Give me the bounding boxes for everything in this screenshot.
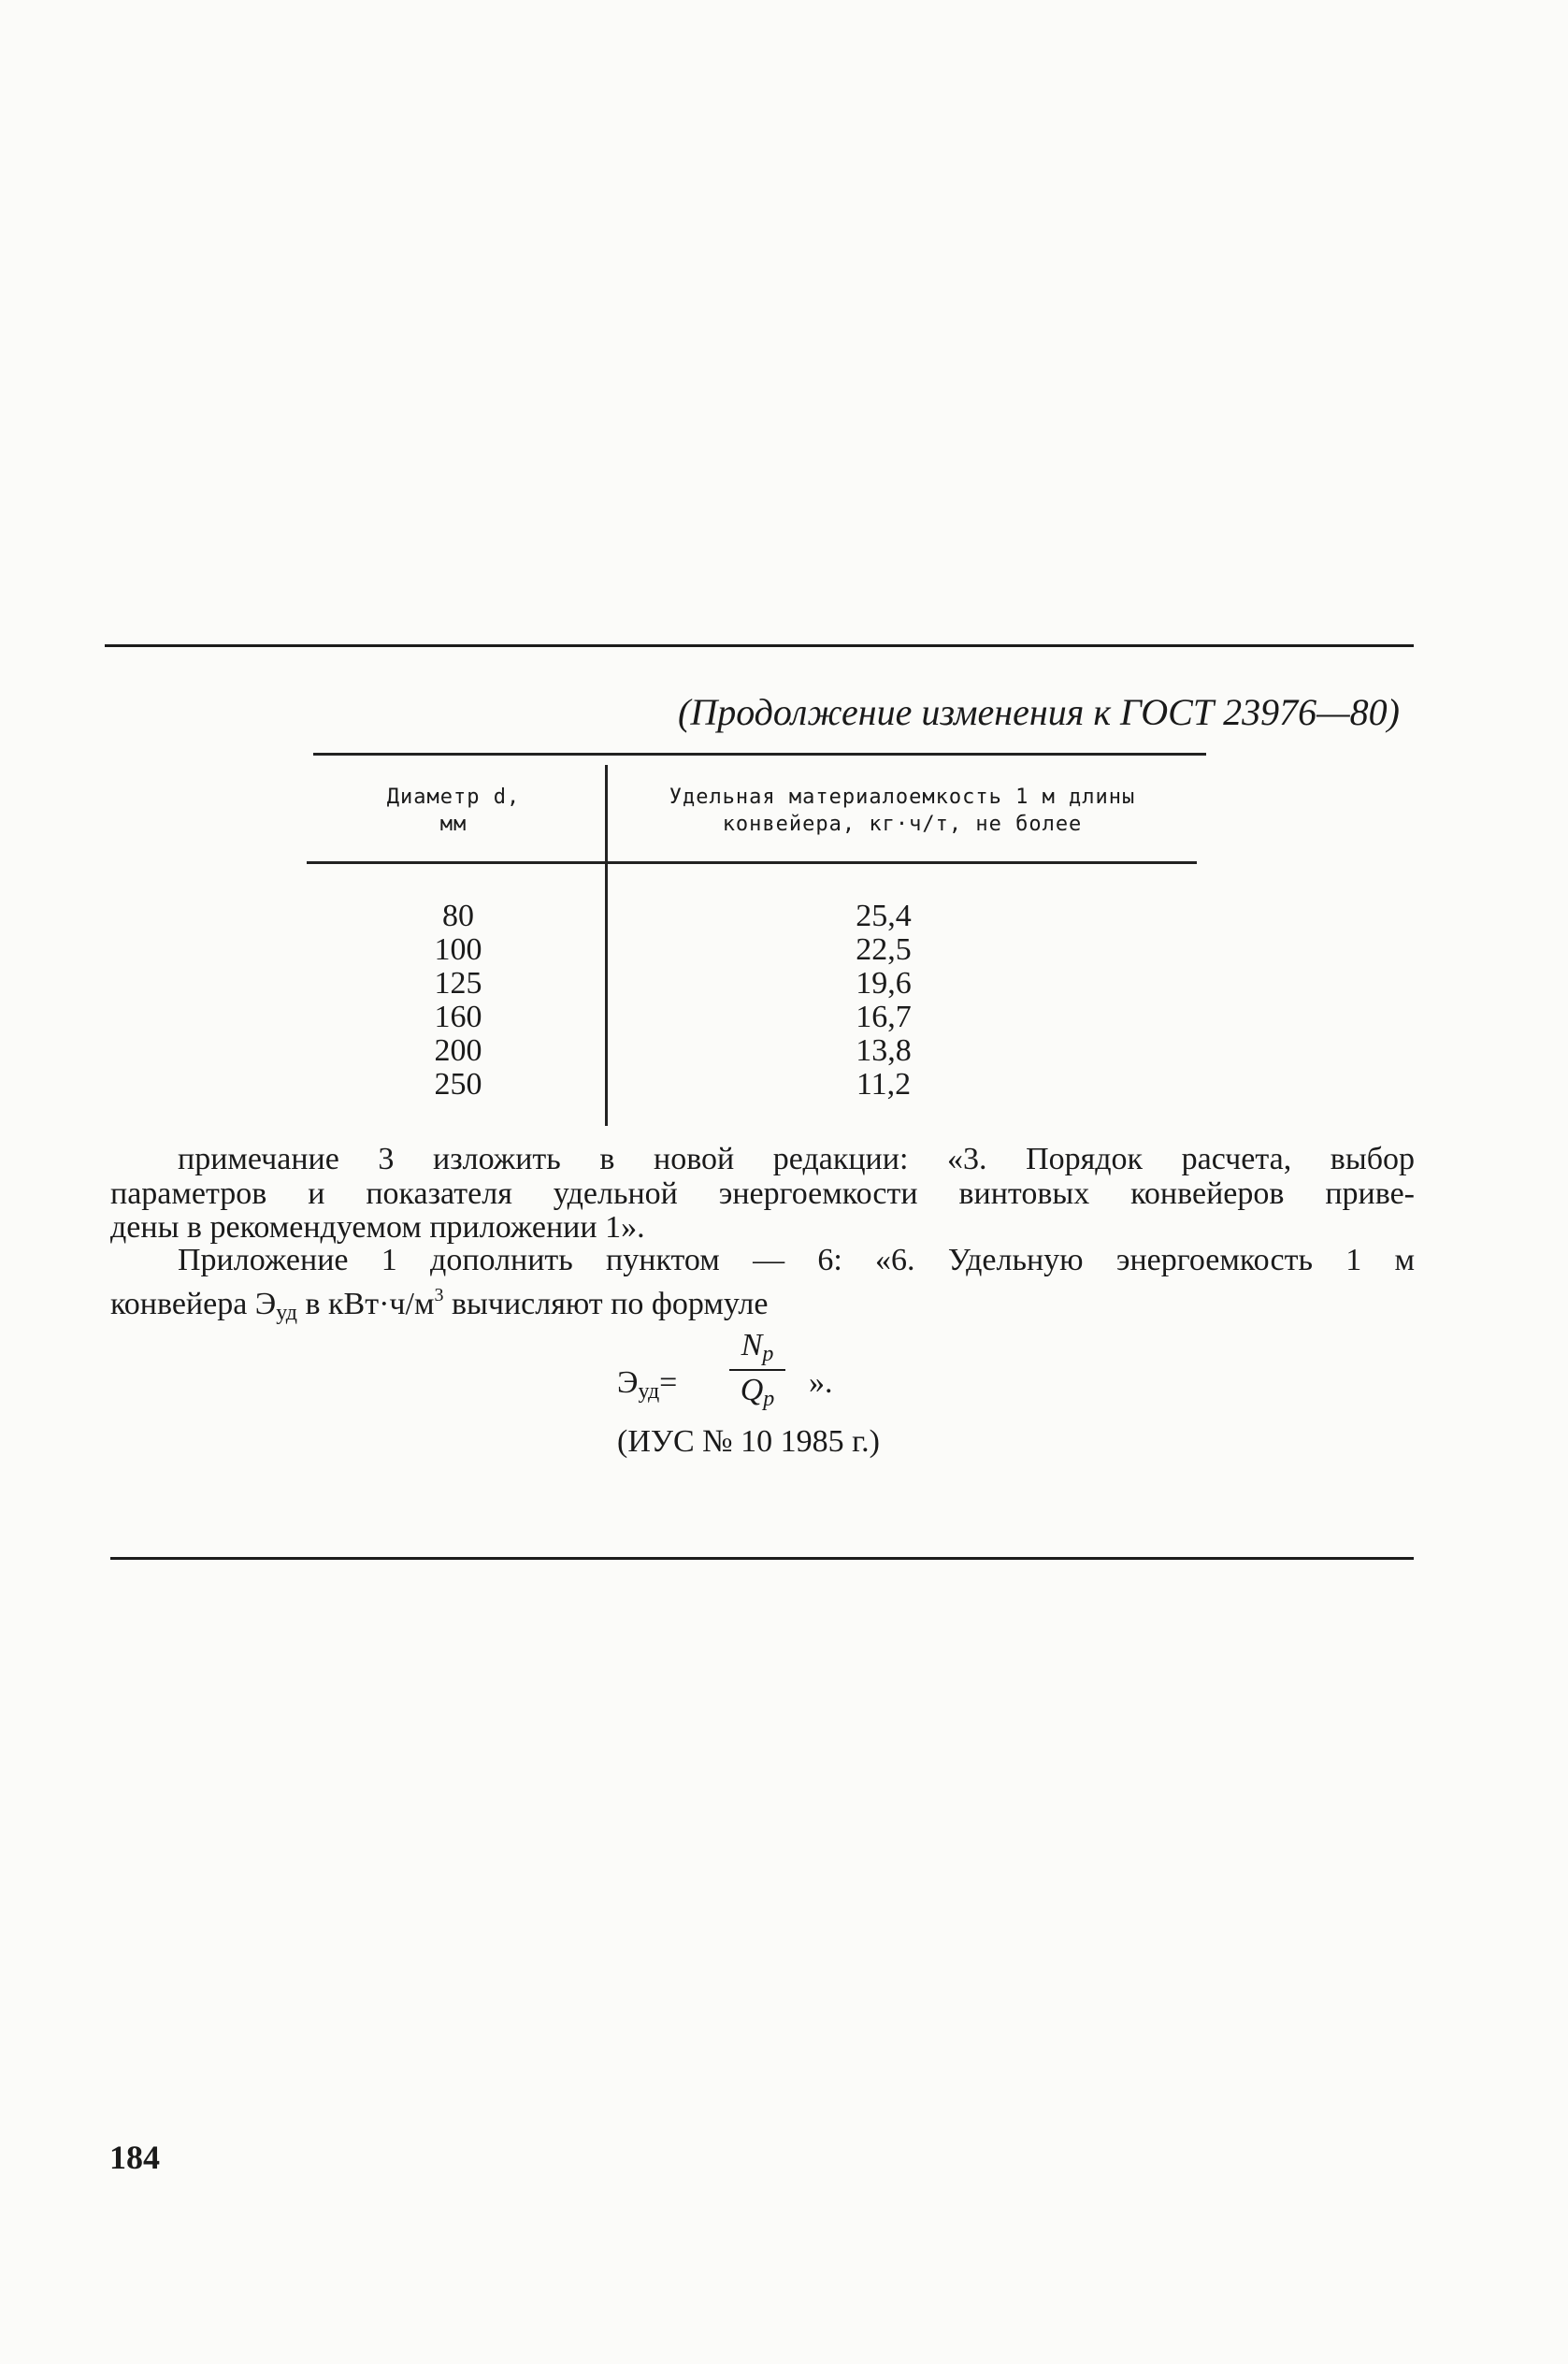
formula-lhs: $Э_{уд}=$ (617, 1365, 678, 1404)
page-number: 184 (109, 2139, 160, 2176)
note-line: параметров и показателя удельной энергоемкости винтовых конвейеров приве- (110, 1175, 1415, 1211)
note-paragraph (110, 1143, 1415, 1246)
table-cell-material: 25,4 (856, 899, 912, 933)
table-column-material-intensity (827, 900, 940, 1102)
formula-numerator: $N_р$ (741, 1328, 774, 1366)
table-header-rule (307, 861, 1197, 864)
table-cell-material: 13,8 (856, 1033, 912, 1068)
note-line: примечание 3 изложить в новой редакции: «3. Порядок расчета, выбор (178, 1142, 1415, 1176)
appendix-line: Приложение 1 дополнить пунктом — 6: «6. Удельную энергоемкость 1 м (178, 1243, 1415, 1277)
formula-fraction (729, 1328, 785, 1412)
formula-denominator: $Q_р$ (740, 1373, 775, 1411)
top-rule (105, 644, 1414, 647)
appendix-line-formula-intro: конвейера $Э_{уд}$ в $кВт\cdot ч/м^3$ вычисляют по формуле (110, 1284, 769, 1325)
table-cell-material: 22,5 (856, 932, 912, 967)
table-cell-diameter: 250 (434, 1067, 482, 1102)
table-cell-diameter: 80 (442, 899, 474, 933)
table-cell-diameter: 160 (434, 1000, 482, 1034)
table-column-diameter (411, 900, 505, 1102)
table-column-divider (605, 765, 608, 1126)
formula-closing-quote: ». (809, 1365, 833, 1400)
table-header-diameter-line-2: мм (439, 813, 468, 836)
table-cell-material: 16,7 (856, 1000, 912, 1034)
table-header-material-intensity (617, 784, 1187, 838)
table-header-material-line-1: Удельная материалоемкость 1 м длины (669, 786, 1136, 809)
table-cell-material: 19,6 (856, 966, 912, 1001)
table-cell-diameter: 100 (434, 932, 482, 967)
note-line: дены в рекомендуемом приложении 1». (110, 1210, 645, 1245)
table-header-material-line-2: конвейера, кг·ч/т, не более (722, 813, 1083, 836)
table-cell-material: 11,2 (856, 1067, 912, 1102)
table-cell-diameter: 125 (434, 966, 482, 1001)
table-cell-diameter: 200 (434, 1033, 482, 1068)
table-header-diameter (323, 784, 584, 838)
fraction-bar (729, 1369, 785, 1371)
appendix-paragraph (110, 1244, 1415, 1330)
continuation-header: (Продолжение изменения к ГОСТ 23976—80) (678, 691, 1400, 733)
table-top-rule (313, 753, 1206, 756)
bottom-rule (110, 1557, 1414, 1560)
table-header-diameter-line-1: Диаметр d, (386, 786, 521, 809)
source-reference: (ИУС № 10 1985 г.) (617, 1424, 880, 1459)
